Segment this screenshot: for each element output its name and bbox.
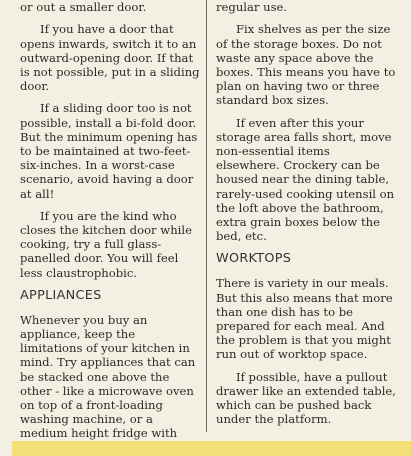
left-column (20, 0, 200, 449)
decorative-bottom-band (12, 441, 411, 456)
paragraph: There is variety in our meals. But this also means that more than one dish has to be prepared for each meal. And the problem is that you might run out of worktop space. (216, 276, 393, 362)
right-column (216, 0, 396, 434)
column-divider (206, 0, 207, 432)
paragraph: If possible, have a pullout drawer like an extended table, which can be pushed back under the platform. (216, 369, 396, 427)
paragraph: or out a smaller door. (20, 0, 147, 15)
paragraph: If even after this your storage area falls short, move non-essential items elsewhere. Crockery can be housed near the dining table, rarely-used cooking utensil on the loft above the bathroom, extra grain boxes below the bed, etc. (216, 115, 395, 244)
paragraph: Whenever you buy an appliance, keep the limitations of your kitchen in mind. Try appliances that can be stacked one above the other - like a microwave oven on top of a front-loading washing machine, or a medium height fridge with (20, 312, 196, 441)
paragraph: If you are the kind who closes the kitchen door while cooking, try a full glass-panelled door. You will feel less claustrophobic. (20, 208, 192, 280)
paragraph: If you have a door that opens inwards, switch it to an outward-opening door. If that is not possible, put in a sliding door. (20, 22, 200, 94)
section-heading-worktops: WORKTOPS (216, 251, 292, 267)
paragraph: Fix shelves as per the size of the storage boxes. Do not waste any space above the boxes. This means you have to plan on having two or three standard box sizes. (216, 22, 396, 108)
section-heading-appliances: APPLIANCES (20, 287, 102, 303)
paragraph: If a sliding door too is not possible, install a bi-fold door. But the minimum opening has to be maintained at two-feet-six-inches. In a worst-case scenario, avoid having a door at all! (20, 101, 198, 201)
paragraph: regular use. (216, 0, 288, 15)
